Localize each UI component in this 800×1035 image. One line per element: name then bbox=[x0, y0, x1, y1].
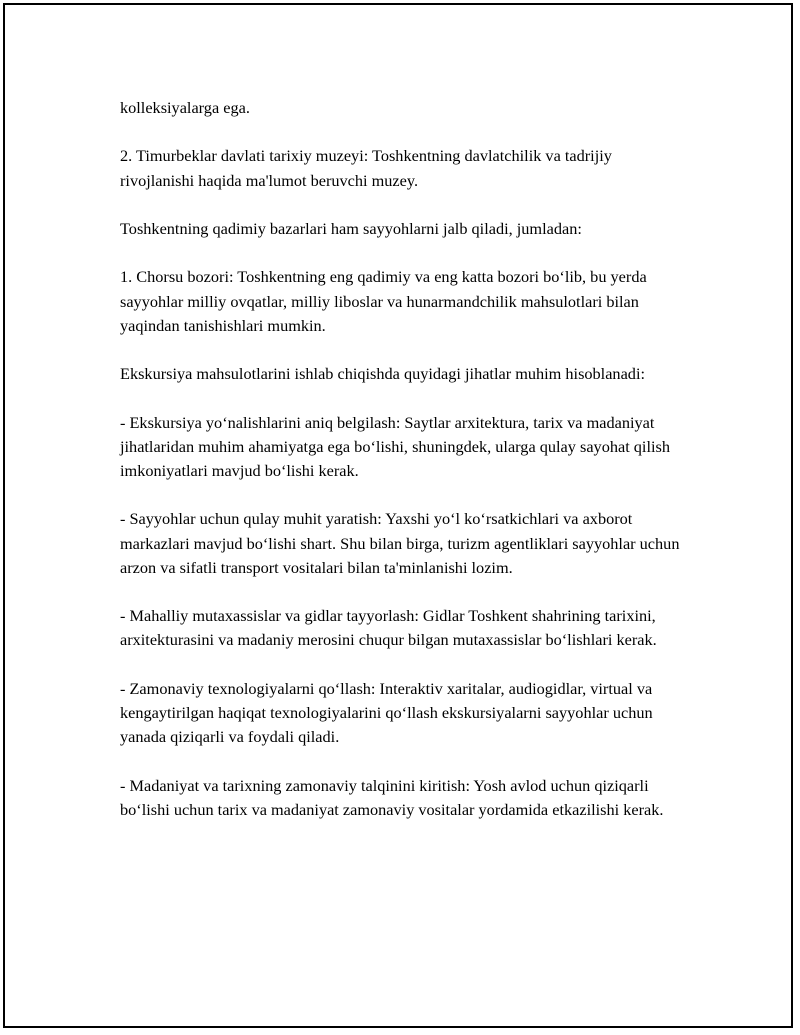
paragraph-bazaars-intro: Toshkentning qadimiy bazarlari ham sayyohlarni jalb qiladi, jumladan: bbox=[120, 218, 582, 238]
page-body bbox=[120, 96, 690, 846]
page-frame bbox=[3, 3, 793, 1028]
paragraph-technologies: - Zamonaviy texnologiyalarni qo‘llash: Interaktiv xaritalar, audiogidlar, virtual va kengaytirilgan haqiqat texnologiyalarini qo‘llash ekskursiyalarni sayyohlar uchun yanada qiziqarli va foydali qiladi. bbox=[120, 678, 653, 747]
paragraph-timurid-museum: 2. Timurbeklar davlati tarixiy muzeyi: Toshkentning davlatchilik va tadrijiy rivojlanishi haqida ma'lumot beruvchi muzey. bbox=[120, 146, 612, 190]
paragraph-excursion-aspects: Ekskursiya mahsulotlarini ishlab chiqishda quyidagi jihatlar muhim hisoblanadi: bbox=[120, 364, 645, 384]
paragraph-environment: - Sayyohlar uchun qulay muhit yaratish: Yaxshi yo‘l ko‘rsatkichlari va axborot markazlari mavjud bo‘lishi shart. Shu bilan birga, turizm agentliklari sayyohlar uchun arzon va sifatli transport vositalari bilan ta'minlanishi lozim. bbox=[120, 509, 680, 577]
paragraph-routes: - Ekskursiya yo‘nalishlarini aniq belgilash: Saytlar arxitektura, tarix va madaniyat jihatlaridan muhim ahamiyatga ega bo‘lishi, shuningdek, ularga qulay sayohat qilish imkoniyatlari mavjud bo‘lishi kerak. bbox=[120, 412, 670, 480]
paragraph-collections: kolleksiyalarga ega. bbox=[120, 98, 250, 117]
paragraph-guides: - Mahalliy mutaxassislar va gidlar tayyorlash: Gidlar Toshkent shahrining tarixini, arxitekturasini va madaniy merosini chuqur bilgan mutaxassislar bo‘lishlari kerak. bbox=[120, 606, 657, 650]
paragraph-chorsu-bazaar: 1. Chorsu bozori: Toshkentning eng qadimiy va eng katta bozori bo‘lib, bu yerda sayyohlar milliy ovqatlar, milliy liboslar va hunarmandchilik mahsulotlari bilan yaqindan tanishishlari mumkin. bbox=[120, 267, 647, 335]
paragraph-culture: - Madaniyat va tarixning zamonaviy talqinini kiritish: Yosh avlod uchun qiziqarli bo‘lishi uchun tarix va madaniyat zamonaviy vositalar yordamida etkazilishi kerak. bbox=[120, 775, 664, 819]
